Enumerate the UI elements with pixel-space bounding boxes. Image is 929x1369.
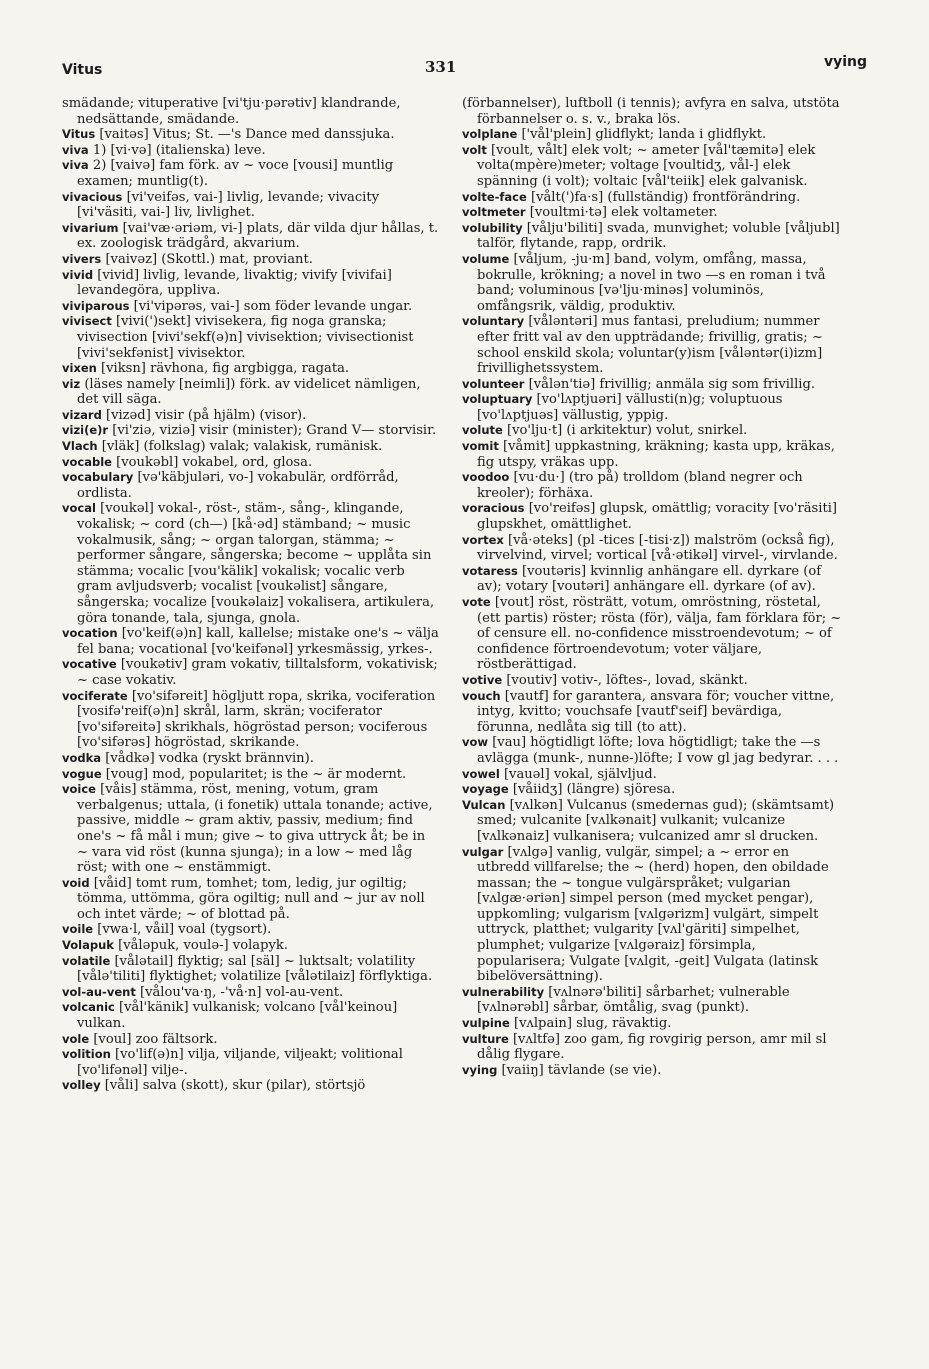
dictionary-entry (62, 689, 440, 751)
entry-headword: viva (62, 142, 89, 157)
entry-definition: [vʌlpain] slug, rävaktig. (513, 1016, 672, 1032)
entry-definition: [vål'känik] vulkanisk; volcano [vål'keinou] vulkan. (77, 1000, 398, 1032)
dictionary-entry (462, 1063, 842, 1079)
right-column (462, 96, 842, 1078)
dictionary-entry (462, 782, 842, 798)
entry-headword: votaress (462, 563, 518, 578)
entry-definition: [vläk] (folkslag) valak; valakisk, rumänisk. (101, 439, 383, 455)
dictionary-entry (462, 221, 842, 252)
entry-definition: [vʌlgə] vanlig, vulgär, simpel; a ~ error en utbredd villfarelse; the ~ (herd) hopen, den obildade massan; the ~ tongue vulgärspråket; vulgarian [vʌlgæ·əriən] simpel person (med mycket pengar), uppkomling; vulgarism [vʌlgərizm] vulgärt, simpelt uttryck, platthet; vulgarity [vʌl'gäriti] simpelhet, plumphet; vulgarize [vʌlgəraiz] försimpla, popularisera; Vulgate [vʌlgit, -geit] Vulgata (latinsk bibelöversättning). (477, 844, 829, 985)
entry-definition: [voug] mod, popularitet; is the ~ är modernt. (105, 766, 407, 782)
dictionary-entry (62, 782, 440, 876)
dictionary-entry (462, 314, 842, 376)
entry-definition: [våmit] uppkastning, kräkning; kasta upp, kräkas, fig utspy, vräkas upp. (477, 439, 835, 470)
entry-definition: [vo'sifəreit] högljutt ropa, skrika, vociferation [vosifə'reif(ə)n] skrål, larm, skrän; vociferator [vo'sifəreitə] skrikhals, högröstad person; vociferous [vo'sifərəs] högröstad, skrikande. (77, 688, 436, 751)
dictionary-entry (62, 221, 440, 252)
entry-headword: Volapuk (62, 938, 114, 953)
entry-headword: volley (62, 1078, 101, 1093)
dictionary-entry (62, 361, 440, 377)
dictionary-entry (62, 876, 440, 923)
entry-definition: [vi'veifəs, vai-] livlig, levande; vivacity [vi'väsiti, vai-] liv, livlighet. (77, 189, 380, 221)
entry-definition: [vi'ziə, viziə] visir (minister); Grand V— storvisir. (112, 423, 437, 439)
entry-headword: Vlach (62, 439, 98, 454)
entry-definition: [vo'lif(ə)n] vilja, viljande, viljeakt; volitional [vo'lifənəl] vilje-. (77, 1047, 403, 1078)
dictionary-entry (462, 689, 842, 736)
entry-headword: vowel (462, 766, 500, 781)
dictionary-entry (462, 985, 842, 1016)
entry-definition: [vautf] for garantera, ansvara för; voucher vittne, intyg, kvitto; vouchsafe [vautf'seif] bevärdiga, förunna, nedlåta sig till (to att). (477, 688, 835, 735)
dictionary-entry (62, 190, 440, 221)
entry-definition: [vålou'va·ŋ, -'vå·n] vol-au-vent. (139, 984, 344, 1000)
entry-headword: vixen (62, 361, 97, 376)
entry-headword: voyage (462, 782, 509, 797)
entry-definition: [vaivəz] (Skottl.) mat, proviant. (105, 251, 313, 267)
entry-headword: voluptuary (462, 392, 533, 407)
entry-headword: voice (62, 782, 96, 797)
entry-headword: volition (62, 1047, 111, 1062)
running-head-first-word: Vitus (62, 62, 103, 78)
dictionary-entry (62, 501, 440, 626)
dictionary-entry (62, 954, 440, 985)
dictionary-entry (62, 268, 440, 299)
entry-headword: voile (62, 922, 94, 937)
dictionary-entry (462, 845, 842, 985)
entry-definition: [vʌlnərə'biliti] sårbarhet; vulnerable [vʌlnərəbl] sårbar, ömtålig, svag (punkt). (477, 984, 790, 1016)
entry-headword: viva (62, 158, 89, 173)
dictionary-entry (62, 96, 440, 127)
entry-headword: vulgar (462, 844, 504, 859)
entry-definition: [vi'vipərəs, vai-] som föder levande ungar. (133, 298, 413, 314)
entry-headword: vogue (62, 766, 102, 781)
dictionary-entry (462, 501, 842, 532)
dictionary-entry (62, 985, 440, 1001)
dictionary-entry (62, 1000, 440, 1031)
entry-definition: [våləntəri] mus fantasi, preludium; nummer efter fritt val av den uppträdande; frivillig, gratis; ~ school enskild skola; voluntar(y)ism [våləntər(i)izm] frivillighetssystem. (477, 314, 823, 377)
entry-headword: volatile (62, 953, 111, 968)
entry-headword: voracious (462, 501, 525, 516)
entry-definition: [vådkə] vodka (ryskt brännvin). (105, 750, 314, 766)
entry-definition: [våli] salva (skott), skur (pilar), störtsjö (104, 1078, 366, 1094)
entry-headword: vivid (62, 267, 94, 282)
dictionary-entry (462, 564, 842, 595)
dictionary-entry (62, 252, 440, 268)
entry-definition: [vålətail] flyktig; sal [säl] ~ luktsalt; volatility [vålə'tiliti] flyktighet; volatilize [vålətilaiz] förflyktiga. (77, 953, 433, 985)
entry-headword: vocable (62, 454, 112, 469)
entry-headword: volt (462, 142, 487, 157)
entry-definition: 2) [vaivə] fam förk. av ~ voce [vousi] muntlig examen; muntlig(t). (77, 158, 394, 189)
entry-headword: vouch (462, 688, 501, 703)
dictionary-entry (462, 392, 842, 423)
entry-headword: voodoo (462, 470, 510, 485)
entry-definition: [voutəris] kvinnlig anhängare ell. dyrkare (of av); votary [voutəri] anhängare ell. dyrkare (of av). (477, 563, 822, 595)
dictionary-entry (62, 127, 440, 143)
running-head-last-word: vying (823, 54, 867, 70)
dictionary-entry (462, 767, 842, 783)
entry-headword: volte-face (462, 189, 527, 204)
dictionary-entry (62, 408, 440, 424)
dictionary-entry (62, 1032, 440, 1048)
dictionary-entry (462, 1016, 842, 1032)
entry-headword: votive (462, 672, 503, 687)
entry-headword: vulture (462, 1031, 509, 1046)
entry-headword: vizard (62, 407, 102, 422)
dictionary-entry (62, 938, 440, 954)
entry-headword: vote (462, 595, 491, 609)
dictionary-entry (62, 626, 440, 657)
dictionary-entry (462, 1032, 842, 1063)
entry-definition: [vo'lʌptjuəri] vällusti(n)g; voluptuous [vo'lʌptjuəs] vällustig, yppig. (477, 392, 783, 423)
entry-definition: [voutiv] votiv-, löftes-, lovad, skänkt. (506, 672, 748, 688)
dictionary-entry (62, 1047, 440, 1078)
entry-definition: 1) [vi·və] (italienska) leve. (92, 142, 266, 158)
entry-headword: volunteer (462, 376, 525, 391)
entry-definition: [voul] zoo fältsork. (93, 1031, 218, 1047)
entry-definition: [vivid] livlig, levande, livaktig; vivify [vivifai] levandegöra, uppliva. (77, 267, 392, 299)
entry-definition: [vo'keif(ə)n] kall, kallelse; mistake one's ~ välja fel bana; vocational [vo'keifənəl] yrkesmässig, yrkes-. (77, 626, 439, 657)
entry-definition: [vʌlkən] Vulcanus (smedernas gud); (skämtsamt) smed; vulcanite [vʌlkənait] vulkanit; vulcanize [vʌlkənaiz] vulkanisera; vulcanized amr sl drucken. (477, 797, 835, 844)
entry-headword: Vulcan (462, 797, 506, 812)
entry-headword: vodka (62, 750, 102, 765)
entry-definition: [våljum, -ju·m] band, volym, omfång, massa, bokrulle, krökning; a novel in two —s en roman i två band; voluminous [və'lju·minəs] voluminös, omfångsrik, väldig, produktiv. (477, 251, 826, 314)
entry-definition: (läses namely [neimli]) förk. av videlicet nämligen, det vill säga. (77, 376, 421, 408)
entry-definition: ['vål'plein] glidflykt; landa i glidflykt. (521, 127, 767, 143)
dictionary-entry (462, 377, 842, 393)
entry-headword: volubility (462, 220, 523, 235)
entry-headword: vociferate (62, 688, 128, 703)
entry-headword: Vitus (62, 127, 96, 142)
dictionary-entry (62, 751, 440, 767)
entry-headword: vivarium (62, 220, 119, 235)
entry-definition: [våiidʒ] (längre) sjöresa. (512, 782, 676, 798)
entry-definition: [voukətiv] gram vokativ, tilltalsform, vokativisk; ~ case vokativ. (77, 657, 438, 688)
dictionary-entry (462, 190, 842, 206)
entry-definition: [viksn] rävhona, fig argbigga, ragata. (101, 361, 350, 377)
entry-definition: [våid] tomt rum, tomhet; tom, ledig, jur ogiltig; tömma, uttömma, göra ogiltig; null and ~ jur av noll och intet värde; ~ of blottad på. (77, 875, 425, 922)
entry-definition: [voult, vålt] elek volt; ~ ameter [vål'tæmitə] elek volta(mpère)meter; voltage [voultidʒ, vål-] elek spänning (i volt); voltaic [vål'teiik] elek galvanisk. (477, 142, 816, 189)
entry-headword: vomit (462, 439, 499, 454)
dictionary-entry (462, 470, 842, 501)
entry-definition: [və'käbjuləri, vo-] vokabulär, ordförråd, ordlista. (77, 470, 399, 501)
dictionary-entry (462, 798, 842, 845)
entry-definition: [vålən'tiə] frivillig; anmäla sig som frivillig. (528, 376, 816, 392)
entry-headword: vocal (62, 501, 96, 516)
entry-definition: [vålju'biliti] svada, munvighet; voluble [våljubl] talför, flytande, rapp, ordrik. (477, 220, 840, 252)
dictionary-entry (462, 595, 842, 673)
entry-headword: volute (462, 423, 503, 438)
entry-headword: vocabulary (62, 470, 134, 485)
dictionary-entry (62, 767, 440, 783)
entry-definition: (förbannelser), luftboll (i tennis); avfyra en salva, utstöta förbannelser o. s. v., braka lös. (462, 96, 840, 127)
entry-headword: vivers (62, 251, 102, 266)
dictionary-entry (462, 673, 842, 689)
entry-definition: [vʌltfə] zoo gam, fig rovgirig person, amr mil sl dålig flygare. (477, 1031, 827, 1063)
entry-headword: vulpine (462, 1016, 510, 1031)
entry-definition: [voultmi·tə] elek voltameter. (529, 205, 718, 221)
entry-headword: vol-au-vent (62, 984, 136, 999)
entry-definition: smädande; vituperative [vi'tju·pərətiv] klandrande, nedsättande, smädande. (62, 96, 401, 127)
entry-headword: volplane (462, 127, 518, 142)
dictionary-entry (62, 158, 440, 189)
entry-headword: voluntary (462, 314, 525, 329)
entry-headword: vortex (462, 532, 504, 547)
entry-definition: [vizəd] visir (på hjälm) (visor). (105, 407, 307, 423)
entry-definition: [voukəl] vokal-, röst-, stäm-, sång-, klingande, vokalisk; ~ cord (ch—) [kå·əd] stämband; ~ music vokalmusik, sång; ~ organ talorgan, stämma; ~ performer sångare, sångerska; become ~ upplåta sin stämma; vocalic [vou'kälik] vokalisk; vocalic verb gram avljudsverb; vocalist [voukəlist] sångare, sångerska; vocalize [voukəlaiz] vokalisera, artikulera, göra tonande, tala, sjunga, gnola. (77, 501, 435, 626)
entry-definition: [vivi(')sekt] vivisekera, fig noga granska; vivisection [vivi'sekf(ə)n] vivisektion; vivisectionist [vivi'sekfənist] vivisektor. (77, 314, 414, 361)
entry-definition: [vå·əteks] (pl -tices [-tisi·z]) malström (också fig), virvelvind, virvel; vortical [vå·ətikəl] virvel-, virvlande. (477, 532, 838, 564)
entry-headword: vying (462, 1062, 498, 1077)
dictionary-entry (62, 455, 440, 471)
dictionary-entry (462, 96, 842, 127)
dictionary-entry (62, 470, 440, 501)
entry-headword: voltmeter (462, 205, 526, 220)
dictionary-entry (62, 423, 440, 439)
entry-definition: [vu·du·] (tro på) trolldom (bland negrer och kreoler); förhäxa. (477, 470, 803, 501)
entry-definition: [vauəl] vokal, självljud. (503, 766, 657, 782)
entry-headword: void (62, 875, 90, 890)
entry-definition: [våləpuk, voulə-] volapyk. (118, 938, 288, 954)
dictionary-entry (462, 143, 842, 190)
entry-definition: [vai'væ·əriəm, vi-] plats, där vilda djur hållas, t. ex. zoologisk trädgård, akvarium. (77, 220, 439, 252)
entry-definition: [voukəbl] vokabel, ord, glosa. (116, 454, 313, 470)
dictionary-entry (462, 439, 842, 470)
entry-headword: viviparous (62, 298, 130, 313)
dictionary-entry (462, 127, 842, 143)
entry-headword: vivisect (62, 314, 112, 329)
dictionary-entry (62, 314, 440, 361)
entry-definition: [våis] stämma, röst, mening, votum, gram verbalgenus; uttala, (i fonetik) uttala tonande; active, passive, middle ~ gram aktiv, passiv, medium; find one's ~ få mål i mun; give ~ to giva uttryck åt; be in ~ vara vid röst (kunna sjunga); in a low ~ med låg röst; with one ~ enstämmigt. (77, 782, 433, 876)
entry-headword: vulnerability (462, 984, 545, 999)
entry-headword: viz (62, 376, 81, 391)
entry-definition: [vwa·l, våil] voal (tygsort). (97, 922, 272, 938)
dictionary-entry (462, 205, 842, 221)
entry-definition: [vaiiŋ] tävlande (se vie). (501, 1062, 662, 1078)
entry-definition: [vo'lju·t] (i arkitektur) volut, snirkel. (507, 423, 748, 439)
entry-headword: vole (62, 1031, 90, 1046)
dictionary-entry (462, 423, 842, 439)
entry-definition: [vau] högtidligt löfte; lova högtidligt; take the —s avlägga (munk-, nunne-)löfte; I vow gl jag bedyrar. . . . (477, 735, 839, 766)
entry-headword: vow (462, 735, 489, 750)
entry-definition: [vaitəs] Vitus; St. —'s Dance med danssjuka. (99, 127, 395, 143)
entry-definition: [vålt(')fa·s] (fullständig) frontförändring. (530, 189, 801, 205)
entry-definition: [vo'reifəs] glupsk, omättlig; voracity [vo'räsiti] glupskhet, omättlighet. (477, 501, 838, 533)
entry-headword: vizi(e)r (62, 423, 109, 438)
dictionary-entry (62, 143, 440, 159)
dictionary-entry (62, 299, 440, 315)
dictionary-entry (62, 439, 440, 455)
page-number: 331 (425, 58, 457, 76)
entry-headword: vivacious (62, 189, 123, 204)
left-column (62, 96, 440, 1094)
dictionary-entry (462, 533, 842, 564)
entry-headword: volume (462, 251, 510, 266)
dictionary-entry (462, 735, 842, 766)
dictionary-entry (62, 1078, 440, 1094)
dictionary-entry (462, 252, 842, 314)
entry-headword: volcanic (62, 1000, 115, 1015)
dictionary-entry (62, 657, 440, 688)
entry-headword: vocative (62, 657, 117, 672)
entry-definition: [vout] röst, rösträtt, votum, omröstning, röstetal, (ett partis) röster; rösta (för), välja, fam förklara för; ~ of censure ell. no-confidence misstroendevotum; ~ of confidence förtroendevotum; voter väljare, röstberättigad. (477, 595, 842, 673)
entry-headword: vocation (62, 626, 118, 641)
dictionary-entry (62, 922, 440, 938)
dictionary-entry (62, 377, 440, 408)
